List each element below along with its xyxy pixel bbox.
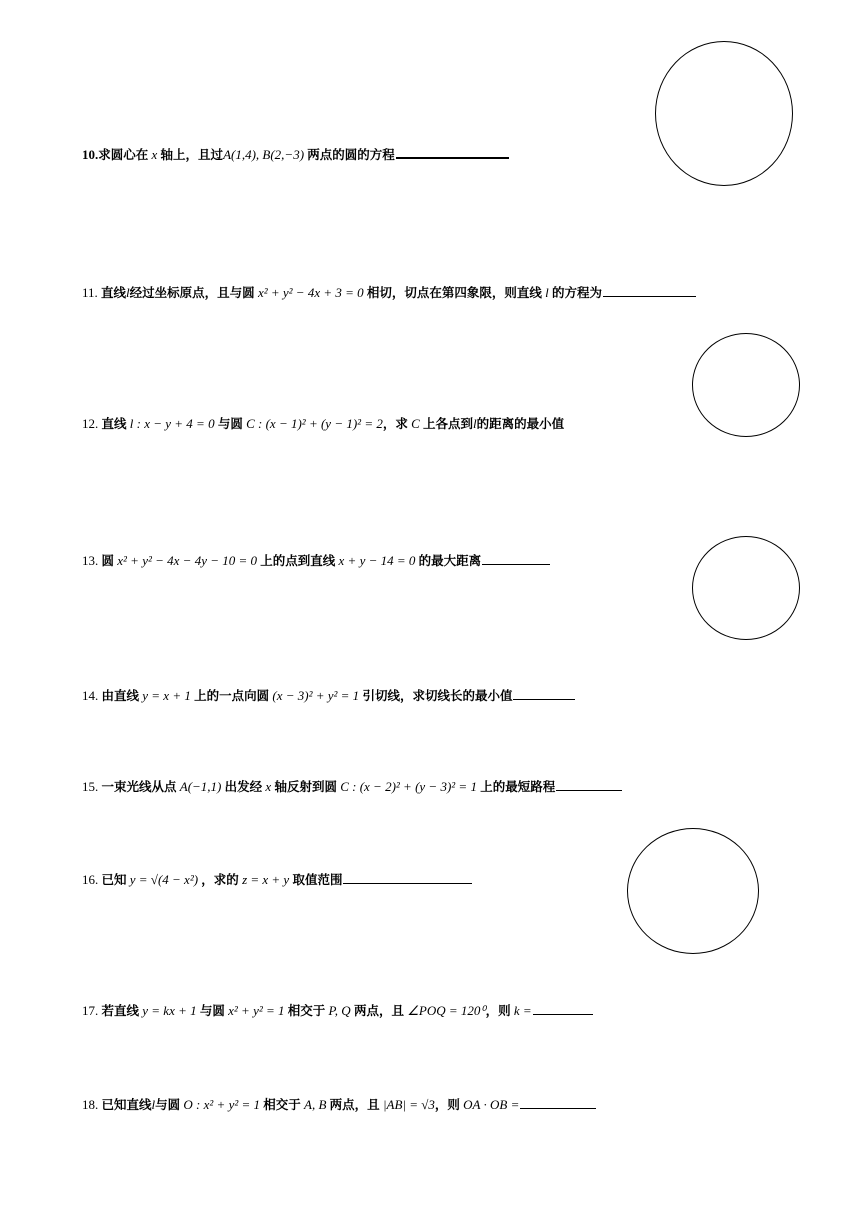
math-expression: OA · OB = — [463, 1097, 520, 1112]
math-expression: ∠POQ = 120⁰ — [407, 1003, 486, 1018]
problem-13 — [82, 550, 550, 571]
problem-text: 的方程为 — [552, 285, 603, 300]
problem-number: 17. — [82, 1003, 99, 1018]
problem-number: 18. — [82, 1097, 99, 1112]
problem-14 — [82, 685, 575, 706]
problem-number: 11. — [82, 285, 98, 300]
problem-number: 12. — [82, 416, 99, 431]
problem-text: 直线 — [101, 285, 127, 300]
scratch-circle — [692, 333, 800, 437]
problem-text: 上的点到直线 — [260, 553, 336, 568]
answer-blank[interactable] — [556, 776, 622, 791]
problem-number: 14. — [82, 688, 99, 703]
math-var: C — [411, 416, 420, 431]
problem-number: 13. — [82, 553, 99, 568]
problem-text: 引切线，求切线长的最小值 — [362, 688, 513, 703]
problem-11 — [82, 282, 696, 303]
math-expression: (x − 3)² + y² = 1 — [272, 688, 360, 703]
math-var: l — [545, 285, 549, 300]
problem-text: ，求的 — [201, 872, 239, 887]
math-var: l — [126, 285, 130, 300]
problem-text: 两点，且 — [353, 1003, 404, 1018]
problem-text: 的最大距离 — [418, 553, 482, 568]
problem-number: 15. — [82, 779, 99, 794]
problem-18 — [82, 1094, 596, 1115]
problem-text: 两点，且 — [329, 1097, 380, 1112]
math-expression: O : x² + y² = 1 — [183, 1097, 261, 1112]
scratch-circle — [692, 536, 800, 640]
problem-17 — [82, 1000, 593, 1021]
math-expression: y = kx + 1 — [142, 1003, 197, 1018]
answer-blank[interactable] — [482, 550, 550, 565]
problem-text: 上的最短路程 — [480, 779, 556, 794]
answer-blank[interactable] — [396, 143, 509, 159]
math-expression: x + y − 14 = 0 — [338, 553, 416, 568]
problem-text: ，则 — [485, 1003, 511, 1018]
problem-number: 16. — [82, 872, 99, 887]
problem-text: 求圆心在 — [98, 147, 149, 162]
answer-blank[interactable] — [603, 282, 696, 297]
math-expression: x² + y² − 4x + 3 = 0 — [257, 285, 364, 300]
math-expression: A, B — [304, 1097, 327, 1112]
math-expression: y = √(4 − x²) — [129, 872, 199, 887]
problem-12 — [82, 414, 564, 434]
problem-number: 10. — [82, 147, 99, 162]
answer-blank[interactable] — [520, 1094, 596, 1109]
problem-text: 轴反射到圆 — [274, 779, 337, 794]
problem-15 — [82, 776, 622, 797]
math-var: x — [151, 147, 158, 162]
problem-text: 已知 — [101, 872, 127, 887]
scratch-circle — [655, 41, 793, 186]
scratch-circle — [627, 828, 759, 954]
problem-text: 与圆 — [199, 1003, 225, 1018]
math-expression: z = x + y — [242, 872, 290, 887]
math-expression: P, Q — [328, 1003, 351, 1018]
math-expression: y = x + 1 — [142, 688, 191, 703]
math-expression: C : (x − 1)² + (y − 1)² = 2 — [246, 416, 383, 431]
answer-blank[interactable] — [513, 685, 575, 700]
math-expression: k = — [513, 1003, 532, 1018]
problem-text: 上的一点向圆 — [194, 688, 270, 703]
math-expression: l : x − y + 4 = 0 — [129, 416, 215, 431]
math-var: l — [151, 1097, 156, 1112]
problem-text: 相切，切点在第四象限，则直线 — [366, 285, 542, 300]
problem-text: 若直线 — [101, 1003, 140, 1018]
problem-10 — [82, 143, 509, 165]
math-expression: A(1,4), B(2,−3) — [223, 147, 305, 162]
problem-text: 直线 — [101, 416, 127, 431]
problem-text: 相交于 — [263, 1097, 301, 1112]
answer-blank[interactable] — [533, 1000, 593, 1015]
problem-text: 两点的圆的方程 — [307, 147, 395, 162]
math-var: l — [473, 416, 477, 431]
math-expression: A(−1,1) — [179, 779, 222, 794]
problem-text: 相交于 — [287, 1003, 326, 1018]
problem-text: 取值范围 — [292, 872, 343, 887]
problem-text: ，则 — [434, 1097, 460, 1112]
problem-text: 经过坐标原点，且与圆 — [129, 285, 255, 300]
problem-text: 与圆 — [155, 1097, 181, 1112]
problem-text: 由直线 — [101, 688, 140, 703]
math-expression: |AB| = √3 — [382, 1097, 435, 1112]
problem-text: 已知直线 — [101, 1097, 152, 1112]
problem-text: 出发经 — [224, 779, 263, 794]
problem-text: 一束光线从点 — [101, 779, 177, 794]
problem-text: 的距离的最小值 — [476, 416, 565, 431]
math-expression: C : (x − 2)² + (y − 3)² = 1 — [340, 779, 477, 794]
problem-16 — [82, 869, 472, 890]
problem-text: ，求 — [382, 416, 408, 431]
math-expression: x² + y² − 4x − 4y − 10 = 0 — [117, 553, 258, 568]
problem-text: 圆 — [101, 553, 115, 568]
answer-blank[interactable] — [343, 869, 472, 884]
problem-text: 上各点到 — [423, 416, 474, 431]
math-var: x — [265, 779, 272, 794]
math-expression: x² + y² = 1 — [228, 1003, 285, 1018]
problem-text: 与圆 — [217, 416, 243, 431]
problem-text: 轴上，且过 — [160, 147, 224, 162]
